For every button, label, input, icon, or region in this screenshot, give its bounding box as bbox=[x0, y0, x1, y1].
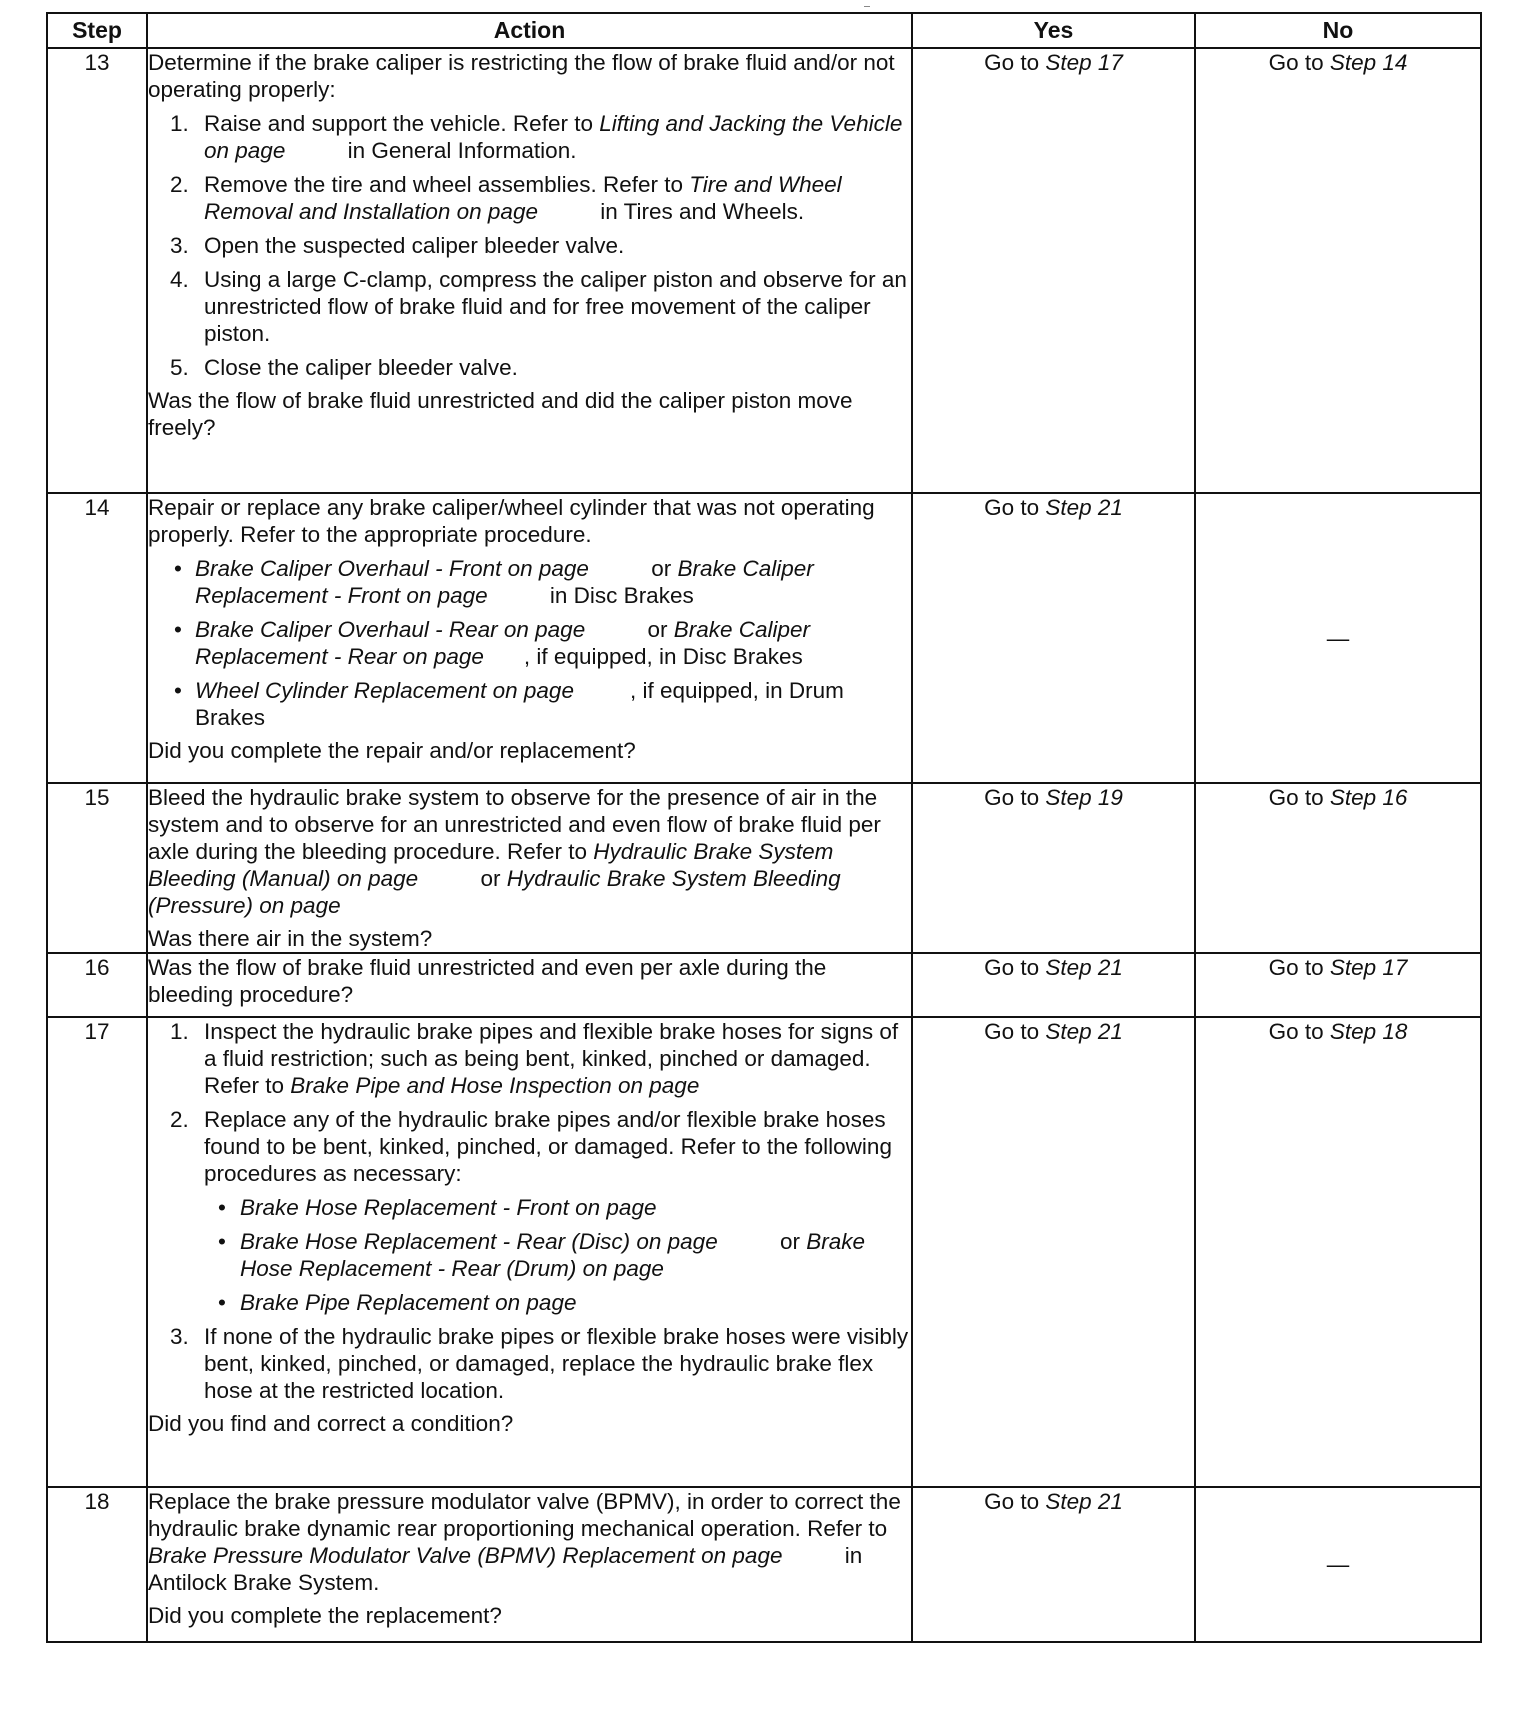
go-to-yes bbox=[984, 785, 1123, 810]
list-item bbox=[148, 1323, 911, 1404]
no-result bbox=[1195, 953, 1481, 1017]
go-to-label: Go to bbox=[1268, 50, 1324, 75]
list-item bbox=[148, 354, 911, 381]
table-row-step-15 bbox=[47, 783, 1481, 953]
bullet-icon: • bbox=[174, 678, 182, 703]
go-to-yes bbox=[984, 495, 1123, 520]
item-text: Remove the tire and wheel assemblies. Refer to bbox=[204, 172, 690, 197]
step-number: 16 bbox=[47, 953, 147, 1017]
item-text: , if equipped, in Disc Brakes bbox=[523, 644, 803, 669]
sub-bullet-list bbox=[204, 1194, 911, 1316]
item-text: , if equipped, in Drum Brakes bbox=[195, 678, 844, 730]
list-item bbox=[148, 171, 911, 225]
item-number: 1. bbox=[170, 1019, 189, 1044]
action-question: Did you complete the replacement? bbox=[148, 1603, 502, 1628]
table-row-step-17 bbox=[47, 1017, 1481, 1487]
manual-reference: Hydraulic Brake System Bleeding (Pressure) on page bbox=[148, 866, 841, 918]
step-reference: Step 14 bbox=[1329, 50, 1408, 75]
list-item bbox=[204, 1228, 911, 1282]
go-to-no bbox=[1269, 785, 1408, 810]
go-to-no bbox=[1269, 955, 1408, 980]
action-question: Did you find and correct a condition? bbox=[148, 1411, 514, 1436]
item-text: in Antilock Brake System. bbox=[148, 1543, 863, 1595]
manual-reference: Brake Caliper Replacement - Rear on page bbox=[195, 617, 811, 669]
step-reference: Step 18 bbox=[1329, 1019, 1408, 1044]
action-cell bbox=[147, 1487, 912, 1642]
header-no: No bbox=[1195, 13, 1481, 48]
bullet-icon: • bbox=[174, 556, 182, 581]
item-text: or bbox=[644, 556, 678, 581]
item-text: or bbox=[474, 866, 507, 891]
yes-result bbox=[912, 1017, 1195, 1487]
action-cell bbox=[147, 953, 912, 1017]
item-number: 3. bbox=[170, 1324, 189, 1349]
go-to-label: Go to bbox=[984, 1489, 1040, 1514]
item-text: in Tires and Wheels. bbox=[593, 199, 805, 224]
go-to-yes bbox=[984, 1019, 1123, 1044]
item-text: Using a large C-clamp, compress the caliper piston and observe for an unrestricted flow of brake fluid and for free movement of the caliper piston. bbox=[204, 267, 907, 346]
step-reference: Step 21 bbox=[1045, 1019, 1123, 1044]
item-text: in General Information. bbox=[341, 138, 577, 163]
yes-result bbox=[912, 953, 1195, 1017]
table-header-row bbox=[47, 13, 1481, 48]
table-row-step-16 bbox=[47, 953, 1481, 1017]
go-to-no bbox=[1269, 1019, 1408, 1044]
bullet-list bbox=[148, 555, 911, 731]
go-to-yes bbox=[984, 1489, 1123, 1514]
manual-reference: Lifting and Jacking the Vehicle on page bbox=[204, 111, 903, 163]
action-cell bbox=[147, 493, 912, 783]
go-to-label: Go to bbox=[984, 785, 1040, 810]
manual-reference: Brake Hose Replacement - Rear (Disc) on page bbox=[240, 1229, 718, 1254]
item-text: If none of the hydraulic brake pipes or flexible brake hoses were visibly bent, kinked, pinched, or damaged, replace the hydraulic brake flex hose at the restricted location. bbox=[204, 1324, 909, 1403]
table-row-step-18 bbox=[47, 1487, 1481, 1642]
intro-text: Bleed the hydraulic brake system to observe for the presence of air in the system and to observe for an unrestricted and even flow of brake fluid per axle during the bleeding procedure. Refer to bbox=[148, 785, 881, 864]
go-to-label: Go to bbox=[984, 1019, 1040, 1044]
list-item bbox=[148, 616, 911, 670]
list-item bbox=[148, 110, 911, 164]
manual-reference: Brake Hose Replacement - Front on page bbox=[240, 1195, 657, 1220]
action-cell bbox=[147, 1017, 912, 1487]
manual-reference: Brake Pressure Modulator Valve (BPMV) Replacement on page bbox=[148, 1543, 783, 1568]
step-number: 15 bbox=[47, 783, 147, 953]
step-reference: Step 19 bbox=[1045, 785, 1123, 810]
list-item bbox=[148, 1106, 911, 1316]
no-result bbox=[1195, 1017, 1481, 1487]
no-result-empty: — bbox=[1195, 1487, 1481, 1642]
action-question: Was there air in the system? bbox=[148, 926, 433, 951]
list-item bbox=[148, 677, 911, 731]
bullet-icon: • bbox=[174, 617, 182, 642]
item-text: Inspect the hydraulic brake pipes and flexible brake hoses for signs of a fluid restriction; such as being bent, kinked, pinched or damaged. Refer to bbox=[204, 1019, 899, 1098]
manual-reference: Brake Hose Replacement - Rear (Drum) on page bbox=[240, 1229, 866, 1281]
no-result bbox=[1195, 783, 1481, 953]
step-number: 14 bbox=[47, 493, 147, 783]
go-to-label: Go to bbox=[1268, 785, 1324, 810]
action-intro: Repair or replace any brake caliper/wheel cylinder that was not operating properly. Refer to the appropriate procedure. bbox=[148, 495, 875, 547]
table-row-step-14 bbox=[47, 493, 1481, 783]
go-to-label: Go to bbox=[984, 495, 1040, 520]
step-number: 17 bbox=[47, 1017, 147, 1487]
item-number: 1. bbox=[170, 111, 189, 136]
item-number: 5. bbox=[170, 355, 189, 380]
go-to-label: Go to bbox=[1268, 955, 1324, 980]
step-reference: Step 16 bbox=[1329, 785, 1408, 810]
item-text: Open the suspected caliper bleeder valve. bbox=[204, 233, 625, 258]
table-row-step-13 bbox=[47, 48, 1481, 493]
manual-reference: Hydraulic Brake System Bleeding (Manual) on page bbox=[148, 839, 834, 891]
bullet-icon: • bbox=[218, 1229, 226, 1254]
action-question: Was the flow of brake fluid unrestricted and did the caliper piston move freely? bbox=[148, 388, 853, 440]
list-item bbox=[148, 232, 911, 259]
step-reference: Step 17 bbox=[1329, 955, 1408, 980]
diagnostic-table bbox=[46, 12, 1482, 1643]
header-step: Step bbox=[47, 13, 147, 48]
no-result-empty: — bbox=[1195, 493, 1481, 783]
list-item bbox=[148, 266, 911, 347]
action-cell bbox=[147, 48, 912, 493]
item-number: 3. bbox=[170, 233, 189, 258]
numbered-list bbox=[148, 1018, 911, 1404]
item-number: 2. bbox=[170, 1107, 189, 1132]
go-to-yes bbox=[984, 955, 1123, 980]
list-item bbox=[148, 555, 911, 609]
header-yes: Yes bbox=[912, 13, 1195, 48]
list-item bbox=[148, 1018, 911, 1099]
action-intro: Determine if the brake caliper is restricting the flow of brake fluid and/or not operating properly: bbox=[148, 50, 895, 102]
action-question: Did you complete the repair and/or replacement? bbox=[148, 738, 636, 763]
diagnostic-table-page bbox=[46, 12, 1480, 1643]
numbered-list bbox=[148, 110, 911, 381]
item-text: Close the caliper bleeder valve. bbox=[204, 355, 518, 380]
list-item bbox=[204, 1289, 911, 1316]
action-intro bbox=[148, 1488, 911, 1596]
item-number: 4. bbox=[170, 267, 189, 292]
intro-text: Replace the brake pressure modulator valve (BPMV), in order to correct the hydraulic brake dynamic rear proportioning mechanical operation. Refer to bbox=[148, 1489, 901, 1541]
step-number: 18 bbox=[47, 1487, 147, 1642]
go-to-no bbox=[1269, 50, 1408, 75]
item-text: in Disc Brakes bbox=[543, 583, 694, 608]
manual-reference: Tire and Wheel Removal and Installation on page bbox=[204, 172, 842, 224]
step-reference: Step 21 bbox=[1045, 495, 1123, 520]
yes-result bbox=[912, 783, 1195, 953]
list-item bbox=[204, 1194, 911, 1221]
step-reference: Step 21 bbox=[1045, 955, 1123, 980]
yes-result bbox=[912, 1487, 1195, 1642]
action-question: Was the flow of brake fluid unrestricted and even per axle during the bleeding procedure? bbox=[148, 955, 827, 1007]
go-to-label: Go to bbox=[1268, 1019, 1324, 1044]
item-text: or bbox=[641, 617, 674, 642]
step-number: 13 bbox=[47, 48, 147, 493]
go-to-label: Go to bbox=[984, 50, 1040, 75]
bullet-icon: • bbox=[218, 1195, 226, 1220]
item-text: Raise and support the vehicle. Refer to bbox=[204, 111, 600, 136]
scan-artifact bbox=[864, 6, 870, 7]
yes-result bbox=[912, 48, 1195, 493]
manual-reference: Brake Caliper Overhaul - Rear on page bbox=[195, 617, 586, 642]
action-cell bbox=[147, 783, 912, 953]
action-intro bbox=[148, 784, 911, 919]
manual-reference: Brake Pipe Replacement on page bbox=[240, 1290, 577, 1315]
go-to-label: Go to bbox=[984, 955, 1040, 980]
manual-reference: Wheel Cylinder Replacement on page bbox=[195, 678, 574, 703]
item-text: or bbox=[773, 1229, 807, 1254]
item-text: Replace any of the hydraulic brake pipes and/or flexible brake hoses found to be bent, kinked, pinched, or damaged. Refer to the following procedures as necessary: bbox=[204, 1107, 892, 1186]
go-to-yes bbox=[984, 50, 1123, 75]
item-number: 2. bbox=[170, 172, 189, 197]
step-reference: Step 21 bbox=[1045, 1489, 1123, 1514]
bullet-icon: • bbox=[218, 1290, 226, 1315]
manual-reference: Brake Caliper Overhaul - Front on page bbox=[195, 556, 589, 581]
step-reference: Step 17 bbox=[1045, 50, 1123, 75]
header-action: Action bbox=[147, 13, 912, 48]
no-result bbox=[1195, 48, 1481, 493]
manual-reference: Brake Pipe and Hose Inspection on page bbox=[290, 1073, 700, 1098]
yes-result bbox=[912, 493, 1195, 783]
manual-reference: Brake Caliper Replacement - Front on page bbox=[195, 556, 814, 608]
